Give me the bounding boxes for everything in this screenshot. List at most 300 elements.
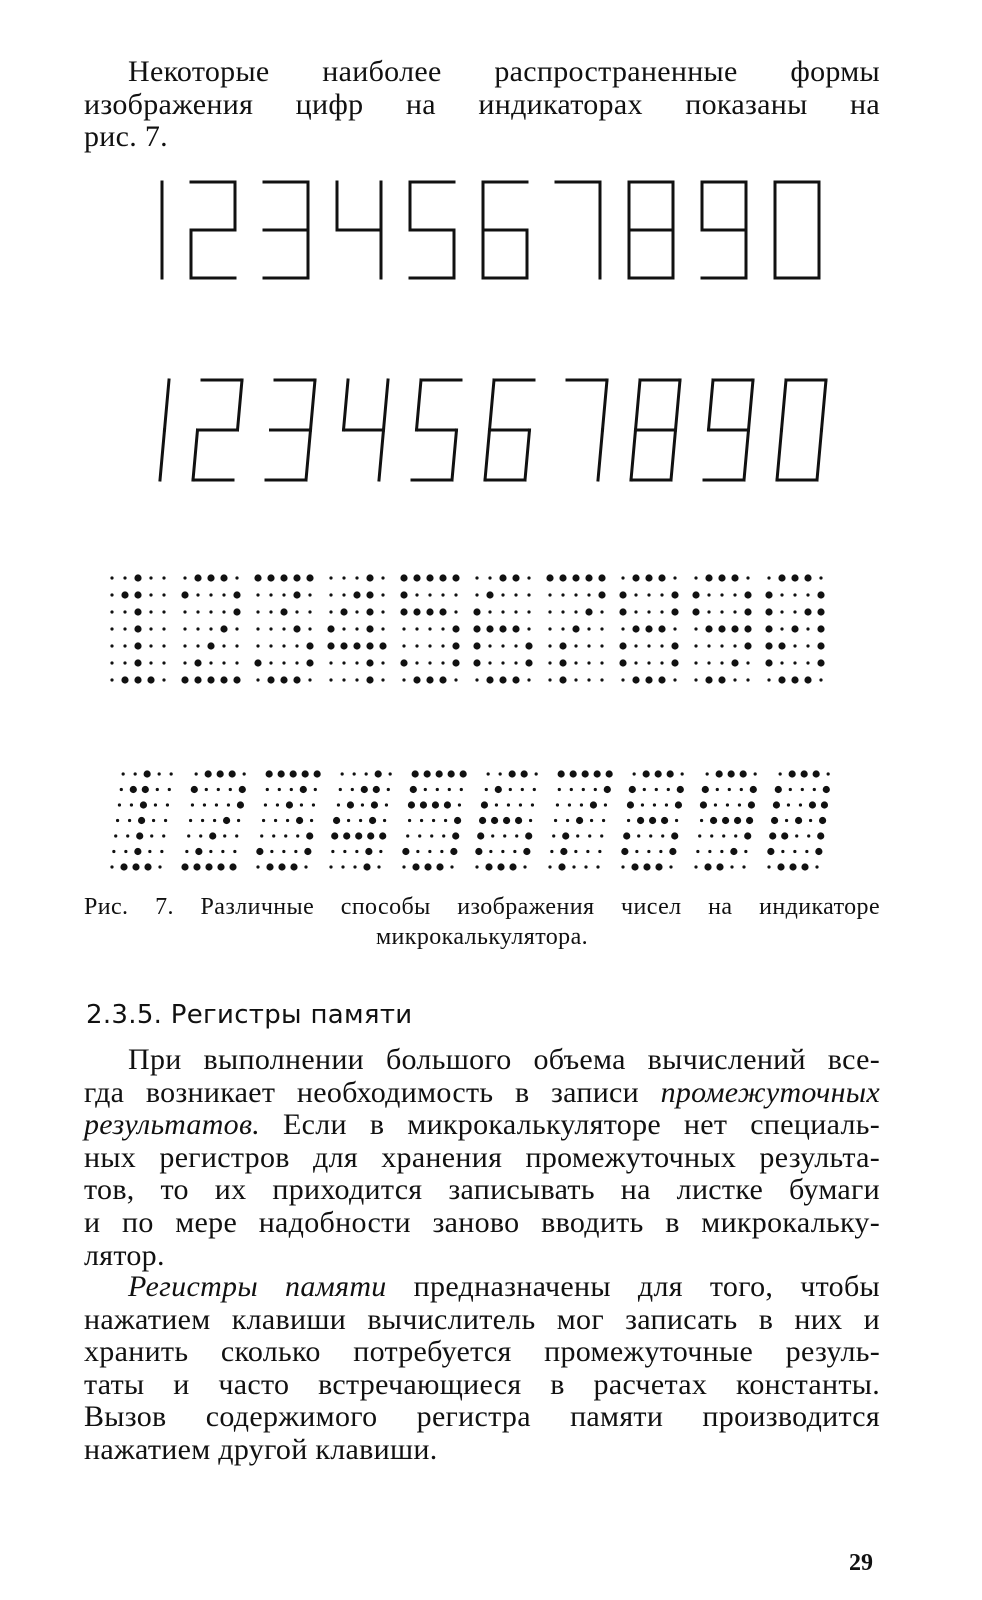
lit-dot (627, 801, 634, 808)
unlit-dot (809, 819, 812, 822)
lit-dot (233, 608, 240, 615)
lit-dot (293, 591, 300, 598)
lit-dot (734, 817, 741, 824)
lit-dot (632, 676, 639, 683)
unlit-dot (260, 834, 263, 837)
body-line: тов, то их приходится записывать на листке бумаги (84, 1173, 880, 1207)
unlit-dot (489, 850, 492, 853)
unlit-dot (706, 772, 709, 775)
lit-dot (621, 848, 628, 855)
lit-dot (448, 770, 455, 777)
body-paragraph (84, 1271, 880, 1467)
body-text: Если в микрокалькуляторе нет специаль- (260, 1108, 880, 1142)
unlit-dot (209, 610, 212, 613)
unlit-dot (235, 627, 238, 630)
unlit-dot (746, 661, 749, 664)
lit-dot (731, 659, 738, 666)
unlit-dot (295, 661, 298, 664)
unlit-dot (162, 576, 165, 579)
unlit-dot (815, 865, 818, 868)
unlit-dot (428, 661, 431, 664)
section-heading: 2.3.5. Регистры памяти (86, 1000, 413, 1030)
lit-dot (278, 770, 285, 777)
lit-dot (632, 574, 639, 581)
lit-dot (420, 801, 427, 808)
lit-dot (582, 770, 589, 777)
lit-dot (363, 863, 370, 870)
lit-dot (771, 817, 778, 824)
unlit-dot (110, 610, 113, 613)
unlit-dot (600, 834, 603, 837)
unlit-dot (402, 627, 405, 630)
unlit-dot (444, 819, 447, 822)
lit-dot (220, 574, 227, 581)
unlit-dot (162, 661, 165, 664)
unlit-dot (441, 644, 444, 647)
unlit-dot (659, 850, 662, 853)
unlit-dot (130, 803, 133, 806)
unlit-dot (754, 772, 757, 775)
lit-dot (408, 801, 415, 808)
body-line (84, 1109, 880, 1142)
unlit-dot (128, 819, 131, 822)
lit-dot (515, 817, 522, 824)
dot-matrix-digit-6 (473, 574, 532, 683)
segment (636, 380, 641, 430)
unlit-dot (621, 627, 624, 630)
lit-dot (280, 676, 287, 683)
lit-dot (491, 817, 498, 824)
unlit-dot (256, 610, 259, 613)
unlit-dot (237, 819, 240, 822)
lit-dot (598, 574, 605, 581)
lit-dot (643, 863, 650, 870)
unlit-dot (428, 627, 431, 630)
lit-dot (765, 642, 772, 649)
body-line: лятор. (84, 1238, 165, 1272)
unlit-dot (587, 661, 590, 664)
unlit-dot (780, 593, 783, 596)
lit-dot (134, 608, 141, 615)
unlit-dot (436, 788, 439, 791)
lit-dot (426, 608, 433, 615)
unlit-dot (269, 593, 272, 596)
unlit-dot (221, 850, 224, 853)
unlit-dot (460, 788, 463, 791)
unlit-dot (488, 644, 491, 647)
lit-dot (809, 801, 816, 808)
lit-dot (671, 642, 678, 649)
unlit-dot (627, 819, 630, 822)
intro-line: изображения цифр на индикаторах показаны на (84, 87, 880, 121)
lit-dot (452, 642, 459, 649)
unlit-dot (720, 610, 723, 613)
lit-dot (765, 591, 772, 598)
unlit-dot (227, 803, 230, 806)
unlit-dot (430, 834, 433, 837)
unlit-dot (590, 819, 593, 822)
unlit-dot (342, 678, 345, 681)
unlit-dot (604, 803, 607, 806)
unlit-dot (296, 834, 299, 837)
lit-dot (671, 591, 678, 598)
lit-dot (366, 676, 373, 683)
lit-dot (481, 801, 488, 808)
unlit-dot (196, 610, 199, 613)
lit-dot (426, 574, 433, 581)
unlit-dot (162, 610, 165, 613)
lit-dot (229, 770, 236, 777)
unlit-dot (660, 661, 663, 664)
unlit-dot (660, 644, 663, 647)
unlit-dot (381, 593, 384, 596)
unlit-dot (531, 803, 534, 806)
lit-dot (521, 770, 528, 777)
unlit-dot (160, 850, 163, 853)
lit-dot (629, 786, 636, 793)
unlit-dot (123, 610, 126, 613)
unlit-dot (377, 865, 380, 868)
lit-dot (817, 625, 824, 632)
unlit-dot (432, 819, 435, 822)
unlit-dot (799, 803, 802, 806)
lit-dot (400, 659, 407, 666)
unlit-dot (416, 850, 419, 853)
lit-dot (400, 591, 407, 598)
unlit-dot (698, 834, 701, 837)
unlit-dot (733, 610, 736, 613)
segment (603, 380, 608, 430)
unlit-dot (529, 819, 532, 822)
unlit-dot (653, 803, 656, 806)
body-text: гда возникает необходимость в записи (84, 1075, 661, 1109)
lit-dot (293, 676, 300, 683)
unlit-dot (170, 772, 173, 775)
unlit-dot (331, 850, 334, 853)
unlit-dot (681, 772, 684, 775)
lit-dot (791, 676, 798, 683)
unlit-dot (312, 803, 315, 806)
unlit-dot (282, 593, 285, 596)
unlit-dot (381, 610, 384, 613)
unlit-dot (580, 803, 583, 806)
segment (165, 380, 170, 430)
lit-dot (134, 676, 141, 683)
lit-dot (645, 676, 652, 683)
unlit-dot (308, 593, 311, 596)
unlit-dot (707, 593, 710, 596)
unlit-dot (264, 803, 267, 806)
lit-dot (730, 848, 737, 855)
lit-dot (237, 801, 244, 808)
unlit-dot (282, 627, 285, 630)
unlit-dot (329, 576, 332, 579)
lit-dot (286, 801, 293, 808)
unlit-dot (501, 610, 504, 613)
unlit-dot (381, 576, 384, 579)
lit-dot (497, 863, 504, 870)
unlit-dot (148, 850, 151, 853)
unlit-dot (574, 593, 577, 596)
lit-dot (710, 817, 717, 824)
segment (379, 430, 384, 480)
lit-dot (452, 574, 459, 581)
segment-digit-9 (704, 380, 753, 480)
unlit-dot (290, 788, 293, 791)
unlit-dot (707, 644, 710, 647)
lit-dot (801, 863, 808, 870)
unlit-dot (793, 661, 796, 664)
lit-dot (327, 642, 334, 649)
unlit-dot (342, 593, 345, 596)
unlit-dot (270, 850, 273, 853)
lit-dot (801, 770, 808, 777)
unlit-dot (353, 772, 356, 775)
unlit-dot (643, 788, 646, 791)
unlit-dot (314, 788, 317, 791)
unlit-dot (454, 593, 457, 596)
segment-digit-0 (775, 182, 819, 278)
unlit-dot (215, 803, 218, 806)
lit-dot (748, 801, 755, 808)
lit-dot (789, 770, 796, 777)
lit-dot (671, 659, 678, 666)
unlit-dot (789, 788, 792, 791)
segment-digit-3 (264, 182, 308, 278)
unlit-dot (235, 661, 238, 664)
segment (384, 380, 389, 430)
unlit-dot (213, 819, 216, 822)
lit-dot (424, 770, 431, 777)
unlit-dot (707, 661, 710, 664)
body-line (84, 1271, 880, 1304)
unlit-dot (329, 678, 332, 681)
unlit-dot (600, 678, 603, 681)
unlit-dot (561, 610, 564, 613)
lit-dot (207, 574, 214, 581)
unlit-dot (126, 834, 129, 837)
lit-dot (365, 848, 372, 855)
lit-dot (546, 574, 553, 581)
lit-dot (436, 770, 443, 777)
lit-dot (671, 832, 678, 839)
unlit-dot (196, 627, 199, 630)
unlit-dot (793, 644, 796, 647)
dot-matrix-display-row (110, 574, 824, 683)
lit-dot (293, 574, 300, 581)
unlit-dot (574, 610, 577, 613)
unlit-dot (527, 678, 530, 681)
emphasis-text: результатов. (84, 1108, 261, 1142)
lit-dot (454, 817, 461, 824)
unlit-dot (256, 865, 259, 868)
unlit-dot (574, 850, 577, 853)
unlit-dot (229, 788, 232, 791)
unlit-dot (694, 644, 697, 647)
lit-dot (619, 642, 626, 649)
unlit-dot (162, 834, 165, 837)
lit-dot (205, 770, 212, 777)
unlit-dot (509, 788, 512, 791)
lit-dot (134, 574, 141, 581)
segment (306, 430, 311, 480)
lit-dot (473, 608, 480, 615)
unlit-dot (514, 610, 517, 613)
unlit-dot (195, 772, 198, 775)
unlit-dot (110, 627, 113, 630)
lit-dot (804, 676, 811, 683)
lit-dot (181, 863, 188, 870)
dot-matrix-digit-1 (110, 574, 165, 683)
unlit-dot (162, 678, 165, 681)
lit-dot (700, 801, 707, 808)
unlit-dot (304, 865, 307, 868)
lit-dot (424, 863, 431, 870)
unlit-dot (806, 644, 809, 647)
unlit-dot (570, 788, 573, 791)
unlit-dot (183, 627, 186, 630)
lit-dot (512, 625, 519, 632)
body-line (84, 1077, 880, 1110)
unlit-dot (554, 819, 557, 822)
unlit-dot (491, 834, 494, 837)
lit-dot (558, 863, 565, 870)
unlit-dot (402, 678, 405, 681)
lit-dot (512, 676, 519, 683)
unlit-dot (355, 661, 358, 664)
unlit-dot (568, 803, 571, 806)
lit-dot (181, 591, 188, 598)
lit-dot (486, 591, 493, 598)
unlit-dot (276, 803, 279, 806)
segment (344, 380, 349, 430)
unlit-dot (185, 850, 188, 853)
lit-dot (452, 659, 459, 666)
unlit-dot (222, 644, 225, 647)
unlit-dot (149, 593, 152, 596)
unlit-dot (487, 772, 490, 775)
unlit-dot (746, 576, 749, 579)
lit-dot (343, 832, 350, 839)
lit-dot (220, 676, 227, 683)
unlit-dot (647, 610, 650, 613)
lit-dot (379, 642, 386, 649)
lit-dot (791, 574, 798, 581)
dot-matrix-digit-2 (181, 770, 246, 870)
lit-dot (746, 817, 753, 824)
unlit-dot (361, 803, 364, 806)
unlit-dot (355, 678, 358, 681)
unlit-dot (726, 803, 729, 806)
lit-dot (705, 625, 712, 632)
unlit-dot (733, 678, 736, 681)
lit-dot (813, 770, 820, 777)
lit-dot (121, 676, 128, 683)
unlit-dot (588, 834, 591, 837)
unlit-dot (235, 644, 238, 647)
unlit-dot (793, 610, 796, 613)
unlit-dot (586, 850, 589, 853)
lit-dot (716, 863, 723, 870)
unlit-dot (634, 661, 637, 664)
unlit-dot (256, 678, 259, 681)
lit-dot (744, 608, 751, 615)
unlit-dot (150, 834, 153, 837)
unlit-dot (801, 788, 804, 791)
lit-dot (193, 863, 200, 870)
lit-dot (509, 770, 516, 777)
unlit-dot (514, 644, 517, 647)
unlit-dot (574, 678, 577, 681)
unlit-dot (110, 593, 113, 596)
lit-dot (233, 591, 240, 598)
unlit-dot (286, 819, 289, 822)
unlit-dot (548, 678, 551, 681)
unlit-dot (600, 661, 603, 664)
unlit-dot (634, 593, 637, 596)
unlit-dot (205, 788, 208, 791)
unlit-dot (329, 610, 332, 613)
unlit-dot (673, 576, 676, 579)
lit-dot (290, 770, 297, 777)
unlit-dot (162, 593, 165, 596)
unlit-dot (266, 788, 269, 791)
unlit-dot (767, 865, 770, 868)
unlit-dot (819, 576, 822, 579)
lit-dot (426, 676, 433, 683)
unlit-dot (351, 788, 354, 791)
unlit-dot (813, 788, 816, 791)
unlit-dot (779, 772, 782, 775)
unlit-dot (284, 834, 287, 837)
unlit-dot (780, 610, 783, 613)
lit-dot (817, 659, 824, 666)
body-line: нажатием клавиши вычислитель мог записать в них и (84, 1302, 880, 1336)
unlit-dot (781, 850, 784, 853)
lit-dot (572, 574, 579, 581)
unlit-dot (222, 593, 225, 596)
unlit-dot (647, 850, 650, 853)
unlit-dot (548, 593, 551, 596)
segment (598, 430, 603, 480)
lit-dot (300, 786, 307, 793)
unlit-dot (295, 610, 298, 613)
unlit-dot (256, 593, 259, 596)
lit-dot (778, 574, 785, 581)
unlit-dot (441, 661, 444, 664)
unlit-dot (584, 865, 587, 868)
unlit-dot (269, 644, 272, 647)
unlit-dot (734, 834, 737, 837)
unlit-dot (669, 865, 672, 868)
unlit-dot (533, 788, 536, 791)
lit-dot (256, 848, 263, 855)
segment-digit-5 (410, 182, 454, 278)
unlit-dot (124, 850, 127, 853)
lit-dot (572, 625, 579, 632)
unlit-dot (149, 610, 152, 613)
unlit-dot (166, 803, 169, 806)
lit-dot (353, 642, 360, 649)
unlit-dot (450, 865, 453, 868)
unlit-dot (675, 819, 678, 822)
unlit-dot (341, 772, 344, 775)
unlit-dot (793, 850, 796, 853)
lit-dot (649, 817, 656, 824)
lit-dot (413, 676, 420, 683)
segment-digit-0 (777, 380, 826, 480)
lit-dot (744, 642, 751, 649)
